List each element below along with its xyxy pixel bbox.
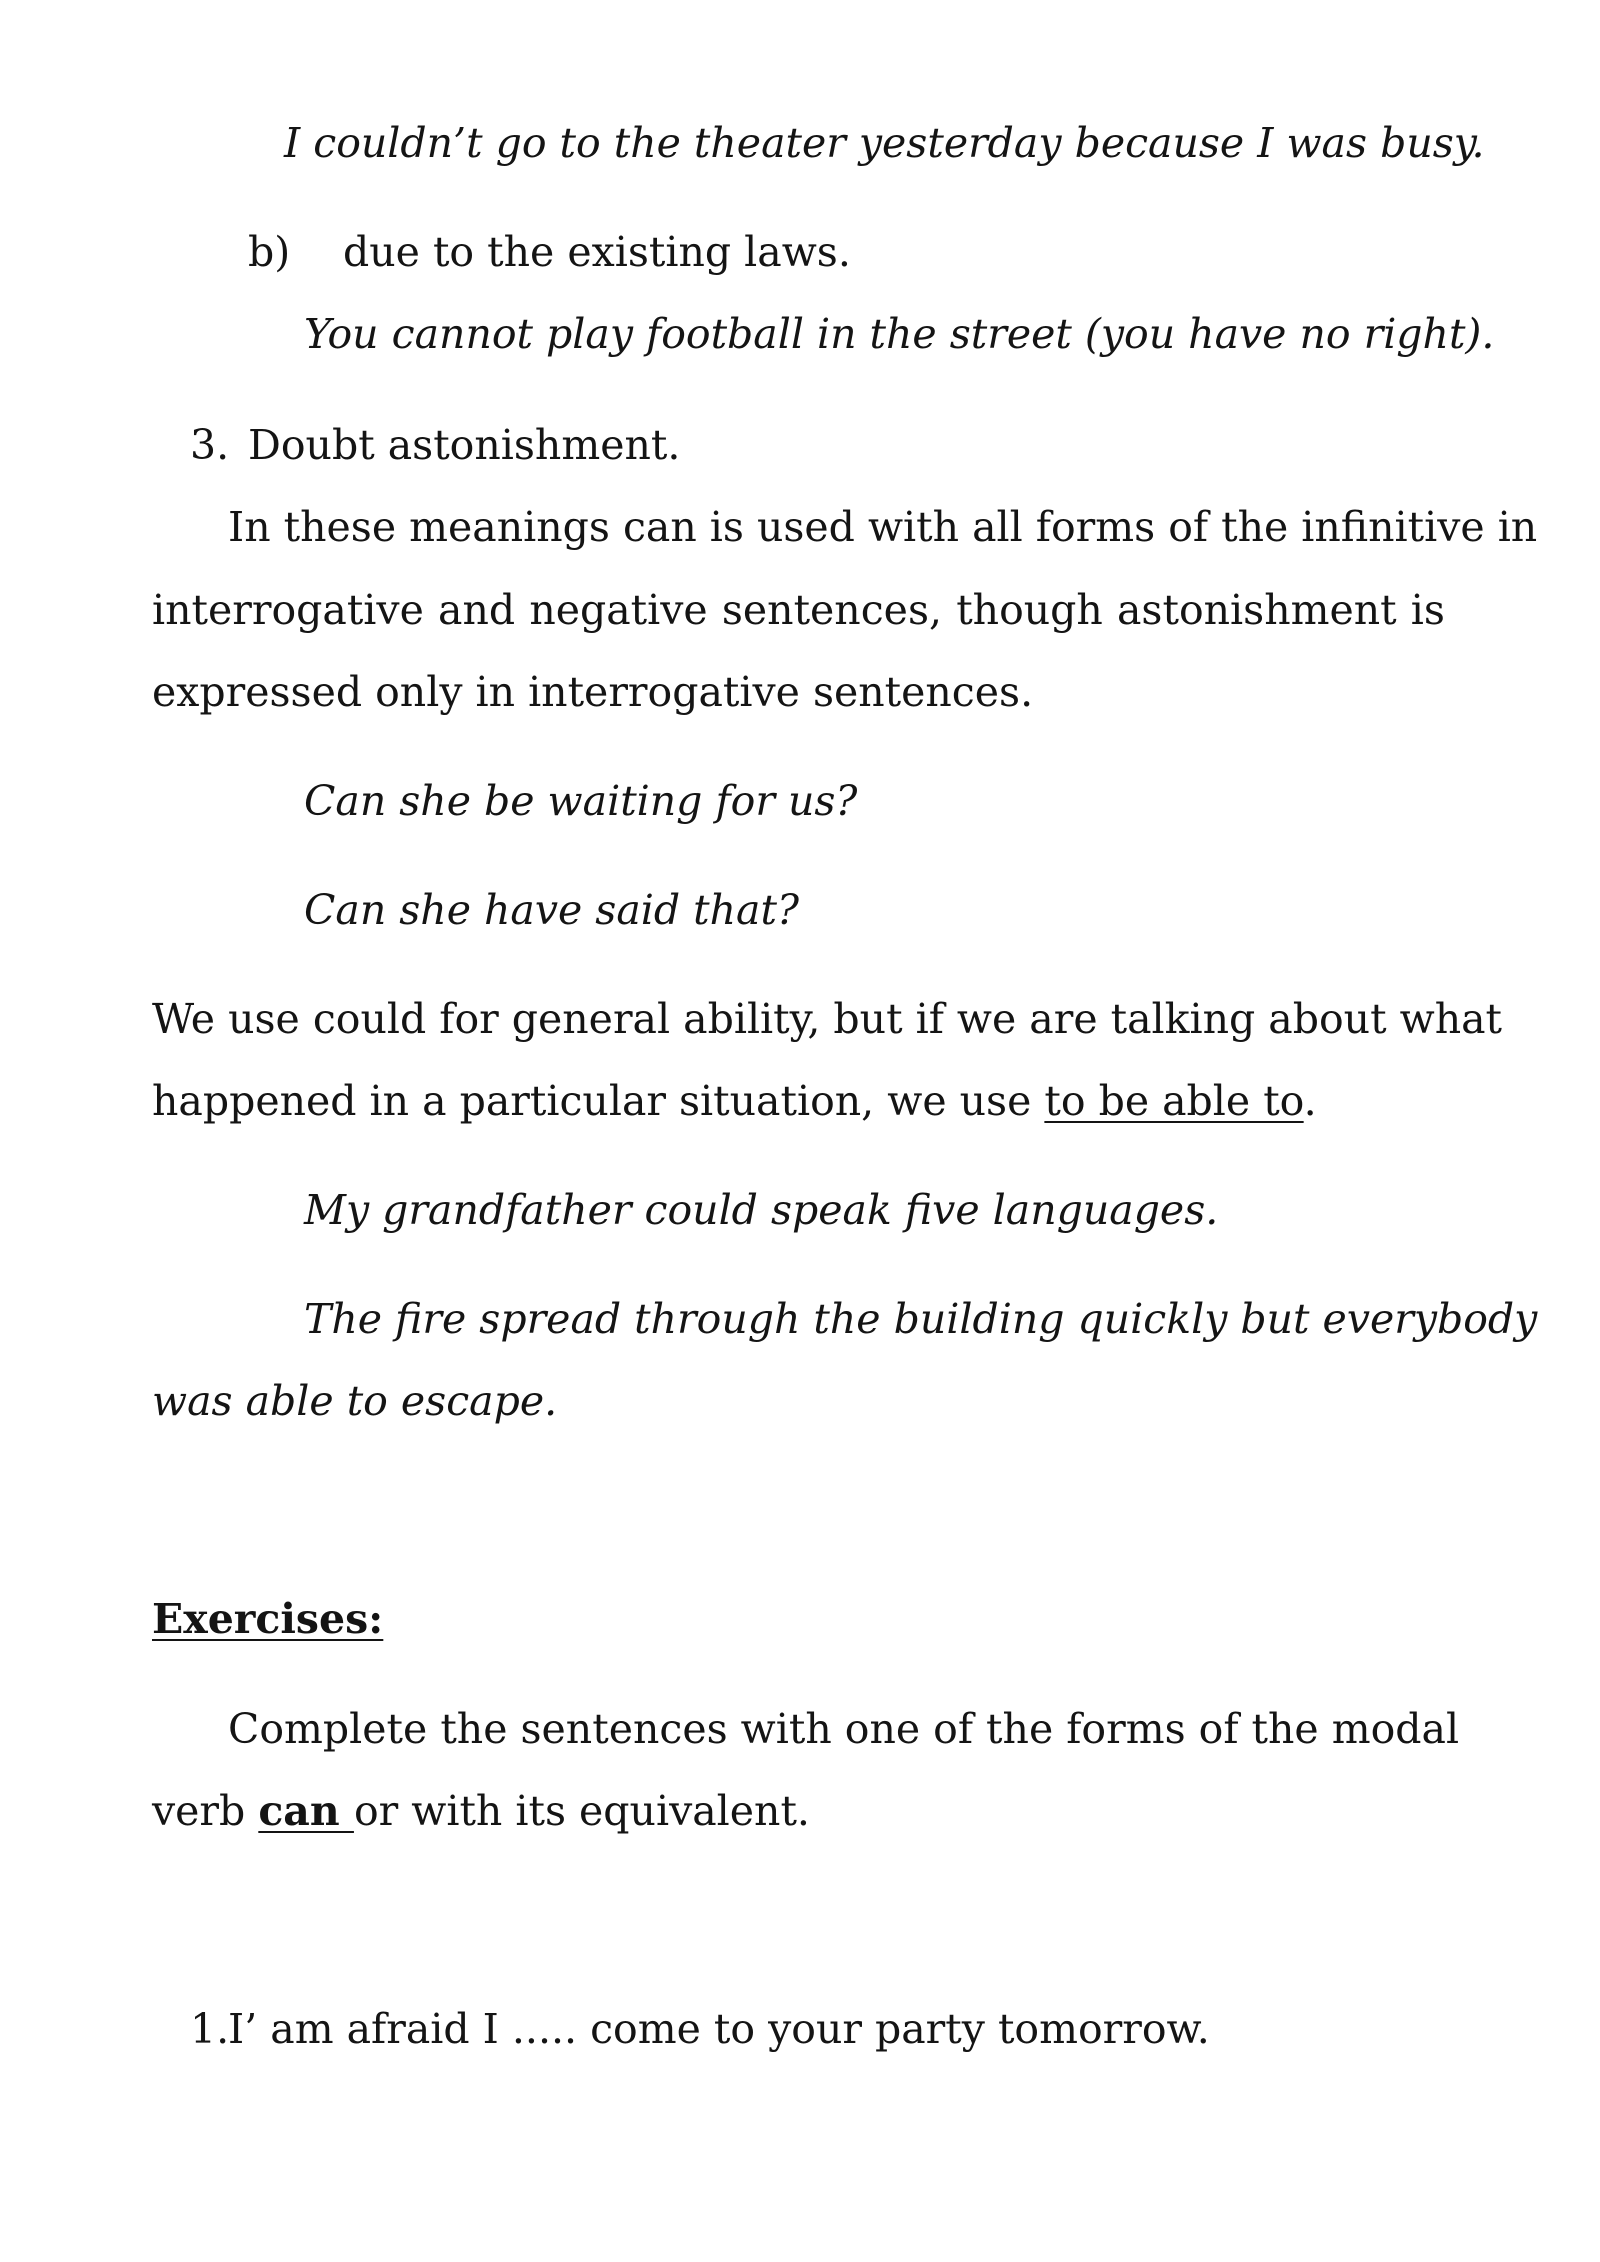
exercise-1-text: I’ am afraid I ..... come to your party tomorrow. [228,2005,1210,2053]
example-sentence-fire-line-2: was able to escape. [152,1377,558,1425]
word: though [956,586,1103,634]
word: astonishment [1116,586,1397,634]
word: negative [529,586,708,634]
example-sentence-waiting: Can she be waiting for us? [304,777,858,825]
text-fragment: or with its equivalent. [353,1787,810,1835]
text-fragment: verb [152,1787,259,1835]
paragraph-could-line-1: We use could for general ability, but if we are talking about what [152,995,1503,1043]
word: is [1410,586,1445,634]
paragraph-meanings-line-3: expressed only in interrogative sentences. [152,668,1034,716]
instructions-line-2 [152,1786,810,1836]
text-fragment: . [1303,1077,1317,1125]
word: interrogative [152,586,424,634]
modal-verb-can: can [258,1787,354,1835]
example-sentence-football: You cannot play football in the street (you have no right). [304,310,1495,358]
example-sentence-fire-line-1: The fire spread through the building quickly but everybody [304,1295,1538,1343]
text-fragment: happened in a particular situation, we use [152,1077,1045,1125]
paragraph-meanings-line-2 [152,585,1445,635]
list-item-3-text: Doubt astonishment. [248,421,681,469]
list-item-b-text: due to the existing laws. [343,228,851,276]
example-sentence-said: Can she have said that? [304,886,799,934]
exercises-heading: Exercises: [152,1595,384,1643]
list-item-b [248,227,290,277]
exercise-1-marker: 1. [190,2005,230,2053]
list-marker: b) [248,228,291,276]
list-item-3-marker: 3. [190,421,230,469]
instructions-line-1: Complete the sentences with one of the forms of the modal [228,1705,1460,1753]
paragraph-could-line-2 [152,1076,1317,1126]
example-sentence-grandfather: My grandfather could speak five languages. [304,1186,1219,1234]
example-sentence-theater: I couldn’t go to the theater yesterday because I was busy. [284,119,1485,167]
word: and [438,586,516,634]
underlined-phrase: to be able to [1044,1077,1304,1125]
paragraph-meanings-line-1: In these meanings can is used with all forms of the infinitive in [228,503,1538,551]
word: sentences, [721,586,943,634]
